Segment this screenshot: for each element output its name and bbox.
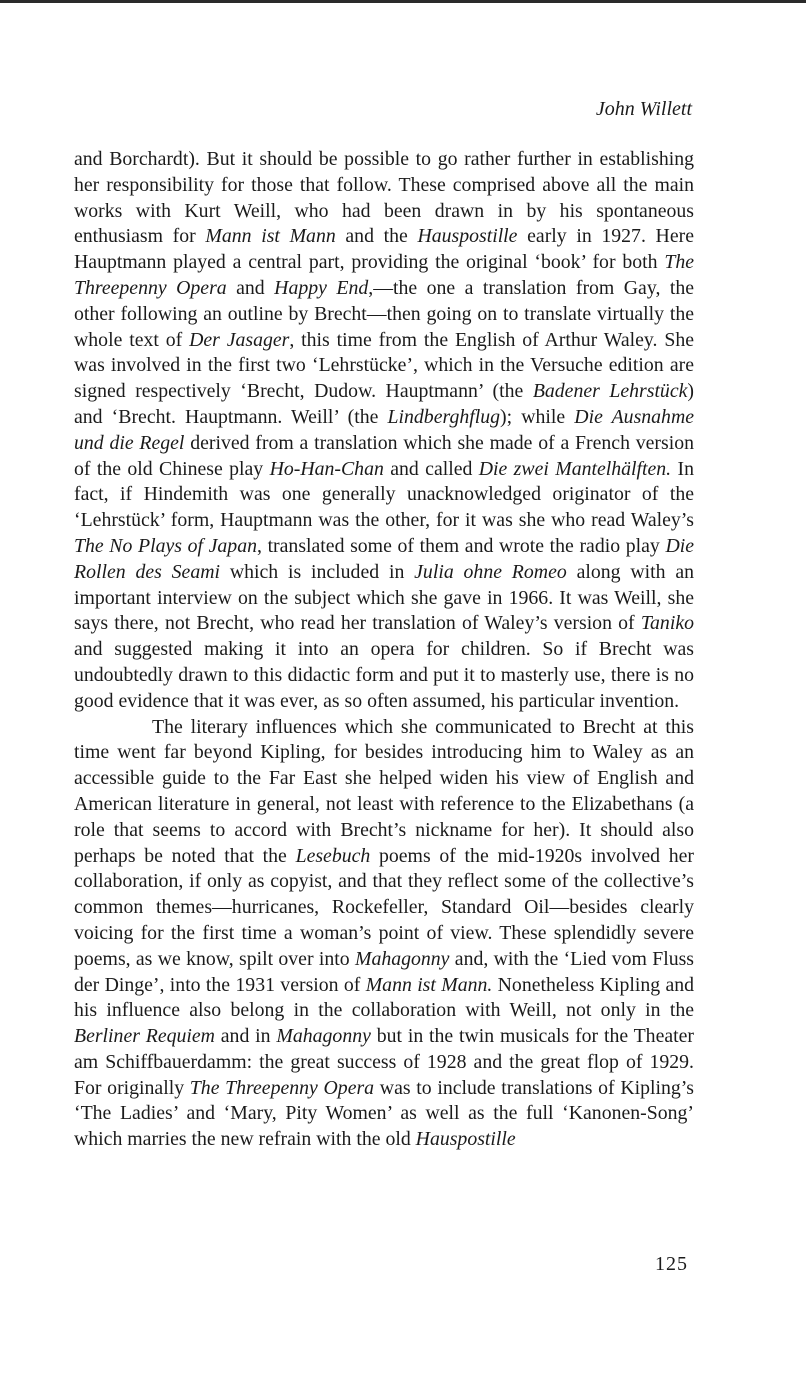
italic-title: Lesebuch — [295, 844, 371, 867]
text-run: which is included in — [220, 560, 415, 583]
body-text — [74, 147, 694, 1153]
text-run: Nonetheless Kipling and his influence also belong in the collaboration with Weill, not only in the — [74, 973, 695, 1022]
italic-title: Mann ist Mann — [205, 225, 336, 248]
text-run: was to include translations of Kipling’s ‘The Ladies’ and ‘Mary, Pity Women’ as well as the full ‘Kanonen-Song’ which marries the new refrain with the old — [74, 1076, 694, 1151]
paragraph-2 — [74, 715, 694, 1154]
italic-title: The Threepenny Opera — [189, 1076, 375, 1099]
italic-title: Die Ausnahme und die Regel — [74, 405, 695, 454]
text-run: and suggested making it into an opera for children. So if Brecht was undoubtedly drawn to this didactic form and put it to masterly use, there is no good evidence that it was ever, as so often assumed, his particular invention. — [74, 638, 694, 712]
paragraph-1 — [74, 147, 694, 715]
italic-title: Mahagonny — [276, 1025, 371, 1048]
italic-title: Die Rollen des Seami — [74, 534, 695, 583]
text-run: , translated some of them and wrote the radio play — [256, 534, 666, 557]
italic-title: Hauspostille — [417, 225, 518, 248]
text-run: and the — [335, 225, 418, 248]
italic-title: Ho-Han-Chan — [269, 457, 384, 480]
italic-title: Lindberghflug — [387, 405, 500, 428]
italic-title: The Threepenny Opera — [74, 251, 694, 299]
text-run: , this time from the English of Arthur Waley. She was involved in the first two ‘Lehrstücke’, which in the Versuche edition are signed respectively ‘Brecht, Dudow. Hauptmann’ (the — [74, 328, 694, 403]
text-run: and Borchardt). But it should be possible to go rather further in establishing her responsibility for those that follow. These comprised above all the main works with Kurt Weill, who had been drawn in by his spontaneous enthusiasm for — [74, 148, 694, 248]
page-number: 125 — [655, 1253, 688, 1275]
text-run: poems of the mid-1920s involved her collaboration, if only as copyist, and that they reflect some of the collective’s common themes—hurricanes, Rockefeller, Standard Oil—besides clearly voicing for the first time a woman’s point of view. These splendidly severe poems, as we know, spilt over into — [74, 844, 694, 970]
top-edge-rule — [0, 0, 806, 3]
text-run: and called — [383, 457, 479, 480]
text-run: early in 1927. Here Hauptmann played a central part, providing the original ‘book’ for both — [74, 225, 694, 274]
italic-title: Hauspostille — [415, 1128, 516, 1151]
text-run: derived from a translation which she made of a French version of the old Chinese play — [74, 431, 694, 480]
italic-title: Der Jasager — [189, 328, 290, 351]
italic-title: Mann ist Mann. — [365, 973, 493, 996]
italic-title: The No Plays of Japan — [74, 534, 257, 557]
italic-title: Berliner Requiem — [74, 1025, 215, 1048]
text-run: but in the twin musicals for the Theater am Schiffbauerdamm: the great success of 1928 and the great flop of 1929. For originally — [74, 1025, 694, 1099]
text-run: The literary influences which she communicated to Brecht at this time went far beyond Kipling, for besides introducing him to Waley as an accessible guide to the Far East she helped widen his view of English and American literature in general, not least with reference to the Elizabethans (a role that seems to accord with Brecht’s nickname for her). It should also perhaps be noted that the — [74, 715, 694, 867]
text-run: and in — [214, 1025, 277, 1048]
text-run: ,—the one a translation from Gay, the other following an outline by Brecht—then going on to translate virtually the whole text of — [74, 276, 695, 351]
text-run: In fact, if Hindemith was one generally unacknowledged originator of the ‘Lehrstück’ form, Hauptmann was the other, for it was she who read Waley’s — [74, 457, 694, 532]
italic-title: Die zwei Mantelhälften. — [478, 457, 672, 480]
italic-title: Taniko — [640, 612, 694, 635]
italic-title: Badener Lehrstück — [532, 380, 688, 403]
text-run: and, with the ‘Lied vom Fluss der Dinge’, into the 1931 version of — [74, 947, 694, 996]
text-run: ); while — [500, 405, 575, 428]
italic-title: Julia ohne Romeo — [414, 560, 567, 583]
text-run: and — [226, 276, 275, 299]
running-head-author: John Willett — [595, 98, 692, 120]
italic-title: Mahagonny — [354, 947, 450, 970]
text-run: along with an important interview on the subject which she gave in 1966. It was Weill, she says there, not Brecht, who read her translation of Waley’s version of — [74, 560, 695, 635]
text-run: ) and ‘Brecht. Hauptmann. Weill’ (the — [74, 380, 694, 428]
italic-title: Happy End — [274, 276, 369, 299]
